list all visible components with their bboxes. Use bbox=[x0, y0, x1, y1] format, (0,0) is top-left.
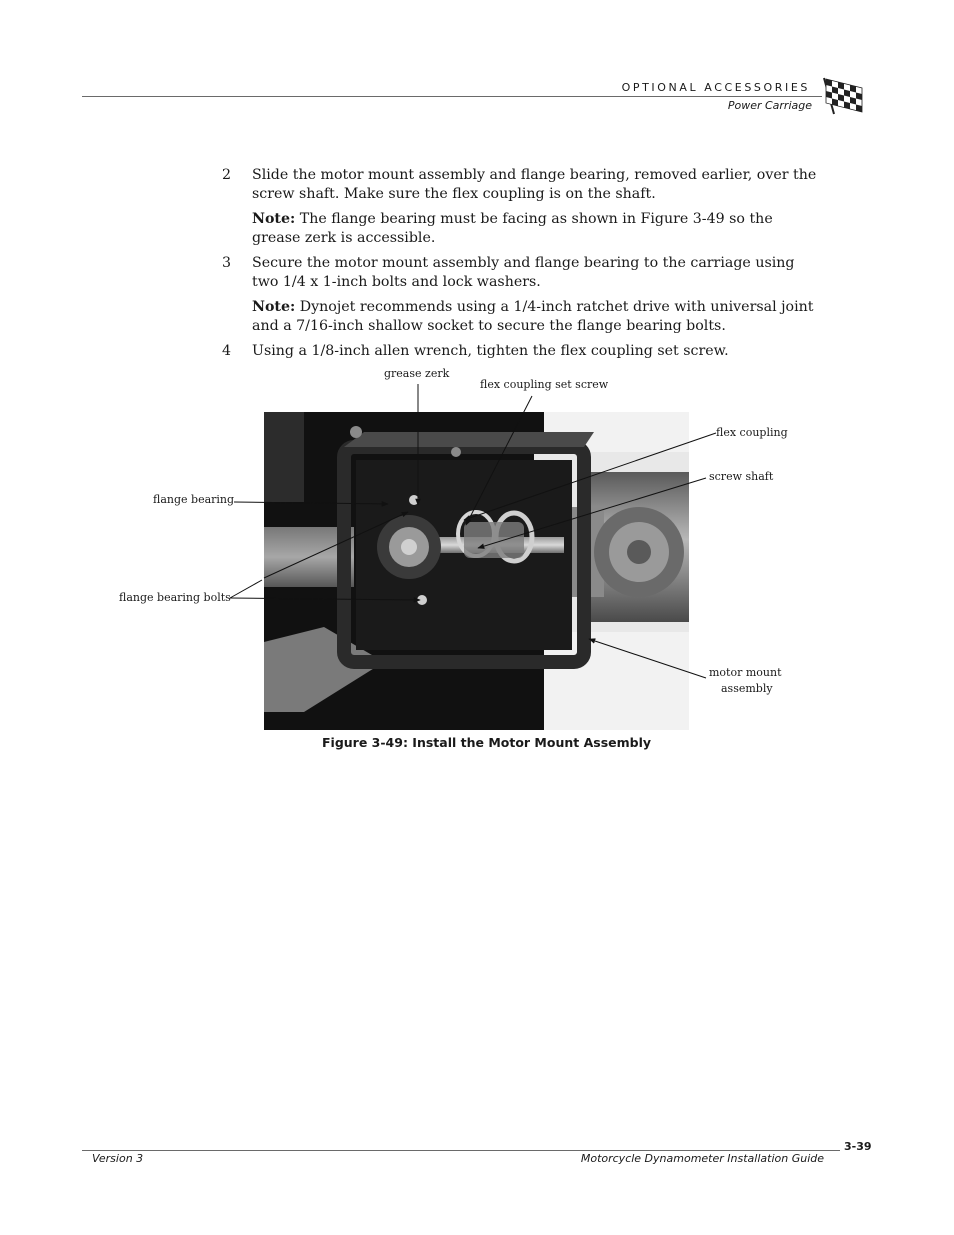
step-text: Secure the motor mount assembly and flange bearing to the carriage using two 1/4 x 1-inch bolts and lock washers. bbox=[252, 255, 795, 290]
label-screw-shaft: screw shaft bbox=[709, 470, 774, 483]
note-label: Note: bbox=[252, 299, 296, 315]
label-flange-bearing: flange bearing bbox=[153, 493, 235, 506]
note-text: The flange bearing must be facing as shown in Figure 3-49 so the grease zerk is accessible. bbox=[252, 211, 773, 246]
page-number: 3-39 bbox=[844, 1140, 872, 1153]
label-grease-zerk: grease zerk bbox=[384, 367, 450, 380]
footer-guide-title: Motorcycle Dynamometer Installation Guide bbox=[580, 1152, 824, 1165]
step-text: Slide the motor mount assembly and flange bearing, removed earlier, over the screw shaft. Make sure the flex coupling is on the shaft. bbox=[252, 167, 817, 202]
label-motor-mount-line1: motor mount bbox=[709, 666, 782, 679]
note-label: Note: bbox=[252, 211, 296, 227]
footer-rule bbox=[82, 1150, 840, 1151]
subsection-title: Power Carriage bbox=[727, 99, 812, 112]
label-flange-bearing-bolts: flange bearing bolts bbox=[119, 591, 231, 604]
footer-version: Version 3 bbox=[92, 1152, 144, 1165]
label-motor-mount-line2: assembly bbox=[721, 682, 773, 695]
label-flex-coupling-set-screw: flex coupling set screw bbox=[480, 378, 609, 391]
label-flex-coupling: flex coupling bbox=[716, 426, 788, 439]
step-text: Using a 1/8-inch allen wrench, tighten the flex coupling set screw. bbox=[252, 343, 729, 359]
section-title: OPTIONAL ACCESSORIES bbox=[621, 81, 810, 94]
note-text: Dynojet recommends using a 1/4-inch ratchet drive with universal joint and a 7/16-inch shallow socket to secure the flange bearing bolts. bbox=[252, 299, 814, 334]
figure-caption: Figure 3-49: Install the Motor Mount Assembly bbox=[322, 735, 652, 750]
step-number: 3 bbox=[222, 255, 232, 271]
step-number: 4 bbox=[222, 343, 232, 359]
step-number: 2 bbox=[222, 167, 232, 183]
